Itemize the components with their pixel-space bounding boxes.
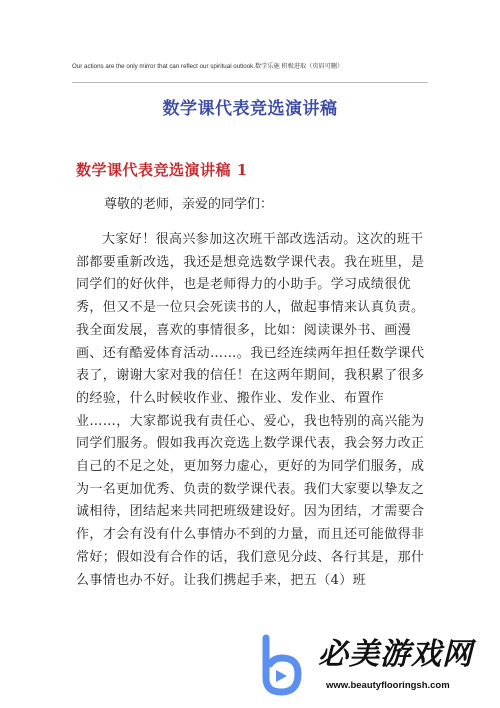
body-paragraph bbox=[76, 229, 430, 592]
salutation: 尊敬的老师，亲爱的同学们： bbox=[104, 197, 274, 212]
section-title: 数学课代表竞选演讲稿 1 bbox=[76, 161, 248, 179]
document-title: 数学课代表竞选演讲稿 bbox=[162, 99, 338, 119]
body-text: 大家好！很高兴参加这次班干部改选活动。这次的班干部都要重新改选，我还是想竞选数学课代表。我在班里，是同学们的好伙伴，也是老师得力的小助手。学习成绩很优秀，但又不是一位只会死读书的人，做起事情来认真负责。我全面发展，喜欢的事情很多，比如：阅读课外书、画漫画、还有酷爱体育活动……。我已经连续两年担任数学课代表了，谢谢大家对我的信任！在这两年期间，我积累了很多的经验，什么时候收作业、搬作业、发作业、布置作业……，大家都说我有责任心、爱心，我也特别的高兴能为同学们服务。假如我再次竞选上数学课代表，我会努力改正自己的不足之处，更加努力虚心，更好的为同学们服务，成为一名更加优秀、负责的数学课代表。我们大家要以挚友之诚相待，团结起来共同把班级建设好。因为团结，才需要合作，才会有没有什么事情办不到的力量，而且还可能做得非常好；假如没有合作的话，我们意见分歧、各行其是，那什么事情也办不好。让我们携起手来，把五（4）班 bbox=[76, 232, 425, 588]
header-divider bbox=[72, 82, 428, 83]
watermark-url: www.beautyflooringsh.com bbox=[326, 680, 450, 691]
watermark-brand: 必美游戏网 bbox=[318, 637, 473, 672]
page-header: Our actions are the only mirror that can reflect our spiritual outlook.数学乐施 积极进取（页眉可删） bbox=[72, 63, 344, 70]
play-bubble-logo-icon bbox=[252, 634, 310, 696]
watermark bbox=[240, 628, 500, 708]
